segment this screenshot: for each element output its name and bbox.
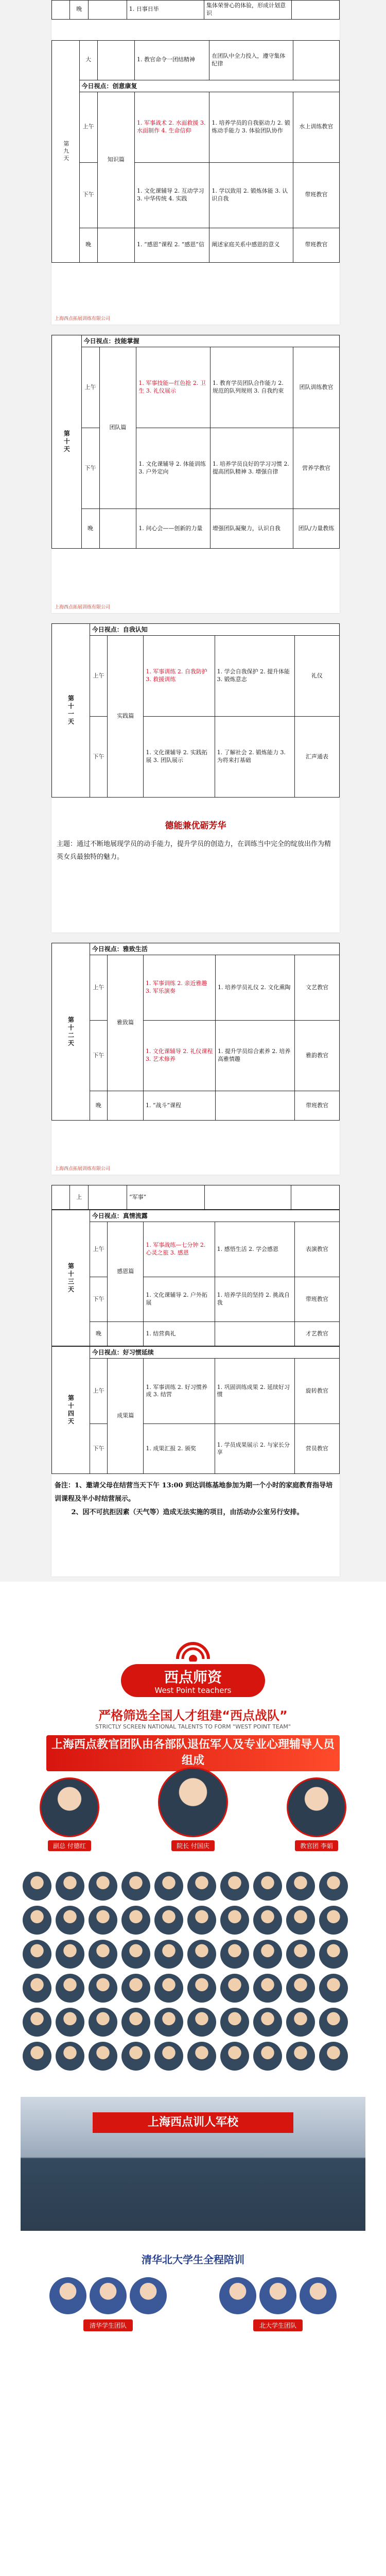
module-cell <box>99 509 136 549</box>
instructor-photo <box>187 2042 216 2071</box>
instructor-photo <box>187 1974 216 2003</box>
goal-cell: 1. 感悟生活 2. 学会感恩 <box>215 1222 294 1277</box>
goal-cell: 1. 培养学员的自我驱动力 2. 锻炼动手能力 3. 体验团队协作 <box>209 92 293 162</box>
schedule-sheet-5 <box>51 1185 340 1577</box>
instructor-photo <box>319 2042 348 2071</box>
content-cell: 1. 文化课辅导 2. 体能训练 3. 户外定向 <box>136 428 210 509</box>
module-cell <box>97 228 134 262</box>
trainer-cell: 带班教官 <box>294 1277 339 1322</box>
avatar <box>219 2277 256 2314</box>
instructor-photo <box>121 1974 150 2003</box>
avatar <box>300 2277 337 2314</box>
module-cell <box>108 1322 144 1346</box>
avatar <box>90 2277 127 2314</box>
trainer-cell: 带班教官 <box>293 162 339 228</box>
module-cell: 知识篇 <box>97 92 134 228</box>
teachers-headline-en: STRICTLY SCREEN NATIONAL TALENTS TO FORM "WEST POINT TEAM" <box>95 1723 291 1730</box>
day-cell: 第九天 <box>52 40 80 262</box>
goal-cell: 集体荣誉心的体验，形成计划意识 <box>204 1 291 20</box>
trainer-cell: 文艺教官 <box>295 955 340 1021</box>
table-row <box>52 40 340 80</box>
content-cell: 1. 成果汇报 2. 颁奖 <box>144 1424 215 1474</box>
instructor-photo <box>319 1940 348 1969</box>
mentor-right <box>278 1777 355 1851</box>
content-cell: 1. “战斗”课程 <box>143 1091 215 1121</box>
avatar <box>158 1767 228 1837</box>
segment-cell: 晚 <box>81 509 99 549</box>
goal-cell: 1. 培养学员礼仪 2. 文化熏陶 <box>215 955 294 1021</box>
schedule-sheet-1 <box>51 0 340 325</box>
content-cell: 1. 文化课辅导 2. 实践拓展 3. 团队展示 <box>144 717 215 798</box>
schedule-sheet-2 <box>51 335 340 613</box>
note-2: 2、因不可抗拒因素（天气等）造成无法实施的项目，由活动办公室另行安排。 <box>71 1509 304 1517</box>
instructor-photo <box>286 1906 315 1935</box>
table-row <box>52 1424 340 1474</box>
instructor-photo <box>56 1940 84 1969</box>
table-row <box>52 1277 340 1322</box>
instructor-photo <box>154 1906 183 1935</box>
theme-row <box>52 1347 340 1359</box>
table-row <box>52 228 340 262</box>
instructor-photo <box>121 1872 150 1901</box>
theme-row <box>52 943 340 955</box>
teachers-banner <box>121 1664 265 1697</box>
day-cell: 第十天 <box>52 335 82 549</box>
theme-cell: 今日视点：自我认知 <box>90 624 339 636</box>
theme-cell: 今日视点：雅致生活 <box>90 943 339 955</box>
theme-cell: 今日视点：真情流露 <box>90 1210 339 1222</box>
schedule-table-top5 <box>51 1185 340 1210</box>
instructor-photo <box>23 1906 51 1935</box>
module-cell: 感恩篇 <box>108 1222 144 1322</box>
alumni-left <box>31 2277 185 2331</box>
content-cell: 1. 文化课辅导 2. 互动学习 3. 中华传统 4. 实践 <box>135 162 209 228</box>
avatar <box>40 1777 99 1837</box>
trainer-cell: 团队/力量教练 <box>293 509 340 549</box>
instructor-photo <box>56 1974 84 2003</box>
day-cell: 第十三天 <box>52 1210 90 1346</box>
theme-cell: 今日视点：技能掌握 <box>81 335 339 347</box>
instructor-photo <box>220 1872 249 1901</box>
instructor-photo <box>23 1974 51 2003</box>
instructor-photo <box>253 1940 282 1969</box>
instructor-photo <box>121 2008 150 2037</box>
instructor-photo <box>89 1974 117 2003</box>
trainer-cell <box>291 1 339 20</box>
goal-cell: 1. 学会自我保护 2. 提升体能 3. 锻炼意志 <box>215 636 294 717</box>
trainer-cell: 雅韵教官 <box>295 1021 340 1091</box>
notes-block <box>51 1474 340 1519</box>
alumni-photos <box>31 2277 185 2314</box>
table-row <box>52 92 340 162</box>
mentor-left <box>31 1777 108 1851</box>
schedule-table-1 <box>51 0 340 20</box>
banner-title: 西点师资 <box>164 1669 222 1686</box>
segment-cell: 晚 <box>90 1322 107 1346</box>
table-row <box>52 636 340 717</box>
instructor-photo <box>154 1940 183 1969</box>
table-row <box>52 1222 340 1277</box>
instructor-photo <box>56 2042 84 2071</box>
content-cell: 1. 军事训练 2. 自我防护 3. 救援训练 <box>144 636 215 717</box>
instructor-photo <box>253 1872 282 1901</box>
instructor-photo <box>56 1906 84 1935</box>
segment-cell: 上午 <box>79 92 97 162</box>
goal-cell <box>215 1322 294 1346</box>
content-cell: 1. 军事战练—七分钟 2. 心灵之旅 3. 感恩 <box>144 1222 215 1277</box>
instructor-photo <box>220 2008 249 2037</box>
instructor-photo <box>319 2008 348 2037</box>
table-row <box>52 509 340 549</box>
segment-cell: 下午 <box>90 1021 107 1091</box>
instructor-photo <box>286 1974 315 2003</box>
banner-subtitle: West Point teachers <box>154 1686 232 1695</box>
instructor-photo <box>121 2042 150 2071</box>
schedule-table-day12 <box>51 943 340 1121</box>
instructor-photo <box>56 1872 84 1901</box>
goal-cell: 1. 培养学员的坚持 2. 挑战自我 <box>215 1277 294 1322</box>
trainer-cell: 礼仪 <box>294 636 339 717</box>
instructor-photo <box>89 2042 117 2071</box>
mentor-name: 教官团 李娟 <box>295 1840 338 1851</box>
instructor-photo <box>286 2008 315 2037</box>
table-row <box>52 1 340 20</box>
content-cell: 1. 文化课辅导 2. 户外拓展 <box>144 1277 215 1322</box>
schedule-sheet-3 <box>51 623 340 933</box>
day-cell: 第十一天 <box>52 624 90 798</box>
alumni-caption: 清华学生团队 <box>83 2319 133 2331</box>
table-row <box>52 1021 340 1091</box>
teachers-subheadline: 上海西点教官团队由各部队退伍军人及专业心理辅导人员组成 <box>46 1735 340 1771</box>
alumni-right <box>201 2277 355 2331</box>
sheet-footer: 上海西点拓展训练有限公司 <box>55 316 111 321</box>
instructor-photo <box>253 2042 282 2071</box>
goal-cell <box>215 1091 294 1121</box>
team-group-photo <box>21 2097 365 2231</box>
instructor-photo <box>89 2008 117 2037</box>
theme-row <box>52 80 340 92</box>
theme-row <box>52 624 340 636</box>
table-row <box>52 162 340 228</box>
theme-row <box>52 1210 340 1222</box>
instructor-photo <box>89 1940 117 1969</box>
content-cell: 1. 结营典礼 <box>144 1322 215 1346</box>
goal-cell: 在团队中全力投入，遵守集体纪律 <box>209 40 293 80</box>
trainer-cell <box>293 40 339 80</box>
instructor-photo <box>23 2042 51 2071</box>
content-cell: 1. 军事战术 2. 水面救援 3. 水面制作 4. 生命信仰 <box>135 92 209 162</box>
mentor-name: 院长 付国庆 <box>171 1840 215 1851</box>
module-cell <box>89 1185 127 1210</box>
instructor-photo <box>319 1974 348 2003</box>
module-cell <box>108 1091 144 1121</box>
content-cell: 1. 军事训练 2. 亲近雅趣 3. 军乐演奏 <box>143 955 215 1021</box>
instructor-grid <box>21 1870 365 2074</box>
instructor-photo <box>319 1906 348 1935</box>
segment-cell: 下午 <box>90 1277 107 1322</box>
segment-cell: 大 <box>79 40 97 80</box>
schedule-table-day13 <box>51 1210 340 1346</box>
module-cell: 团队篇 <box>99 347 136 509</box>
alumni-caption: 北大学生团队 <box>253 2319 303 2331</box>
goal-cell: 阐述家庭关系中感恩的意义 <box>209 228 293 262</box>
table-row <box>52 428 340 509</box>
logo-sun-icon <box>172 1636 214 1662</box>
avatar <box>49 2277 86 2314</box>
instructor-photo <box>23 2008 51 2037</box>
segment-cell: 上午 <box>90 1359 107 1424</box>
schedule-table-day11 <box>51 623 340 798</box>
instructor-photo <box>220 1940 249 1969</box>
segment-cell: 晚 <box>90 1091 107 1121</box>
content-cell: 1. 军事技能—红色抢 2. 卫生 3. 礼仪展示 <box>136 347 210 428</box>
goal-cell: 1. 学员成果展示 2. 与家长分享 <box>215 1424 294 1474</box>
trainer-cell: 汇声通表 <box>294 717 339 798</box>
trainer-cell: 营员教官 <box>294 1424 339 1474</box>
table-row <box>52 1322 340 1346</box>
segment-cell: 下午 <box>90 1424 107 1474</box>
content-cell: 1. 问心会——创新的力量 <box>136 509 210 549</box>
trainer-cell: 才艺教官 <box>294 1322 339 1346</box>
trainer-cell: 表演教官 <box>294 1222 339 1277</box>
instructor-photo <box>220 2042 249 2071</box>
mentor-name: 副总 付德红 <box>48 1840 91 1851</box>
instructor-photo <box>253 1974 282 2003</box>
mentor-center <box>154 1767 232 1851</box>
trainer-cell: 带班教官 <box>293 228 339 262</box>
schedule-table-day10 <box>51 335 340 549</box>
goal-cell <box>204 1185 291 1210</box>
segment-cell: 上午 <box>81 347 99 428</box>
table-row <box>52 955 340 1021</box>
instructor-photo <box>220 1974 249 2003</box>
content-cell: 1. 日事日毕 <box>127 1 204 20</box>
day-cell: 第十二天 <box>52 943 90 1121</box>
instructor-photo <box>89 1906 117 1935</box>
instructor-photo <box>56 2008 84 2037</box>
instructor-photo <box>154 2008 183 2037</box>
content-cell: 1. 教官命令一团结精神 <box>135 40 209 80</box>
segment-cell: 下午 <box>81 428 99 509</box>
instructor-photo <box>23 1940 51 1969</box>
table-row <box>52 1359 340 1424</box>
segment-cell: 上午 <box>90 636 107 717</box>
segment-cell: 晚 <box>79 228 97 262</box>
schedule-sheet-4 <box>51 943 340 1175</box>
instructor-photo <box>286 2042 315 2071</box>
segment-cell: 上 <box>70 1185 89 1210</box>
module-cell <box>97 40 134 80</box>
teachers-section <box>0 1582 386 2576</box>
instructor-photo <box>187 1906 216 1935</box>
instructor-photo <box>286 1940 315 1969</box>
segment-cell: 晚 <box>70 1 89 20</box>
module-cell <box>89 1 127 20</box>
alumni-photos <box>201 2277 355 2314</box>
trainer-cell <box>291 1185 340 1210</box>
module-cell: 雅致篇 <box>108 955 144 1091</box>
segment-cell: 上午 <box>90 1222 107 1277</box>
table-row <box>52 717 340 798</box>
instructor-photo <box>121 1940 150 1969</box>
theme-cell: 今日视点：创意康复 <box>79 80 339 92</box>
instructor-photo <box>319 1872 348 1901</box>
day-cell: 第十四天 <box>52 1347 90 1474</box>
segment-cell: 上午 <box>90 955 107 1021</box>
segment-cell: 下午 <box>79 162 97 228</box>
avatar <box>287 1777 346 1837</box>
teachers-headline: 严格筛选全国人才组建“西点战队” <box>98 1708 288 1723</box>
content-cell: 1. “感恩”课程 2. “感恩”信 <box>135 228 209 262</box>
instructor-photo <box>253 2008 282 2037</box>
goal-cell: 1. 学以致用 2. 锻炼体能 3. 认识自我 <box>209 162 293 228</box>
instructor-photo <box>23 1872 51 1901</box>
instructor-photo <box>121 1906 150 1935</box>
content-cell: “军事” <box>127 1185 204 1210</box>
instructor-photo <box>220 1906 249 1935</box>
goal-cell: 1. 提升学员综合素养 2. 培养高雅情趣 <box>215 1021 294 1091</box>
schedule-table-day14 <box>51 1346 340 1474</box>
goal-cell: 1. 教育学员团队合作能力 2. 规范的队列规则 3. 自我约束 <box>210 347 293 428</box>
instructor-photo <box>187 1940 216 1969</box>
goal-cell: 1. 巩固训练成果 2. 延续好习惯 <box>215 1359 294 1424</box>
module-cell: 成果篇 <box>108 1359 144 1474</box>
goal-cell: 增强团队凝聚力，认识自我 <box>210 509 293 549</box>
instructor-photo <box>286 1872 315 1901</box>
instructor-photo <box>154 1872 183 1901</box>
theme-cell: 今日视点：好习惯延续 <box>90 1347 339 1359</box>
trainer-cell: 团队训练教官 <box>293 347 340 428</box>
trainer-cell: 旋转教官 <box>294 1359 339 1424</box>
sheet-footer: 上海西点拓展训练有限公司 <box>55 605 111 610</box>
photo-banner: 上海西点训人军校 <box>93 2112 293 2133</box>
trainer-cell: 水上训练教官 <box>293 92 339 162</box>
alumni-title: 清华北大学生全程陪训 <box>142 2253 244 2266</box>
instructor-photo <box>154 1974 183 2003</box>
trainer-cell: 营养学教官 <box>293 428 340 509</box>
section-heading: 德能兼优砺芳华 <box>165 821 226 832</box>
instructor-photo <box>89 1872 117 1901</box>
content-cell: 1. 文化课辅导 2. 礼仪课程 3. 艺术修养 <box>143 1021 215 1091</box>
goal-cell: 1. 了解社会 2. 锻炼能力 3. 为将来打基础 <box>215 717 294 798</box>
table-row <box>52 347 340 428</box>
table-row <box>52 1091 340 1121</box>
avatar <box>130 2277 167 2314</box>
module-cell: 实践篇 <box>108 636 144 798</box>
theme-row <box>52 335 340 347</box>
theme-paragraph: 主题：通过不断地展现学员的动手能力，提升学员的创造力，在训练当中完全的绽放出作为精英女兵最独特的魅力。 <box>57 840 331 861</box>
sheet-footer: 上海西点拓展训练有限公司 <box>55 1166 111 1172</box>
instructor-photo <box>187 2008 216 2037</box>
goal-cell: 1. 培养学员良好的学习习惯 2. 提高团队精神 3. 增强自律 <box>210 428 293 509</box>
table-row <box>52 1185 340 1210</box>
note-1: 备注：1、邀请父母在结营当天下午 13:00 到达训练基地参加为期一个小时的家庭教育指导培训课程及半小时结营展示。 <box>55 1482 333 1503</box>
content-cell: 1. 军事训练 2. 好习惯养成 3. 结营 <box>144 1359 215 1424</box>
trainer-cell: 带班教官 <box>295 1091 340 1121</box>
instructor-photo <box>154 2042 183 2071</box>
avatar <box>259 2277 296 2314</box>
segment-cell: 下午 <box>90 717 107 798</box>
instructor-photo <box>187 1872 216 1901</box>
schedule-table-day9 <box>51 40 340 263</box>
instructor-photo <box>253 1906 282 1935</box>
day-cell <box>52 1 70 20</box>
day-cell <box>52 1185 70 1210</box>
